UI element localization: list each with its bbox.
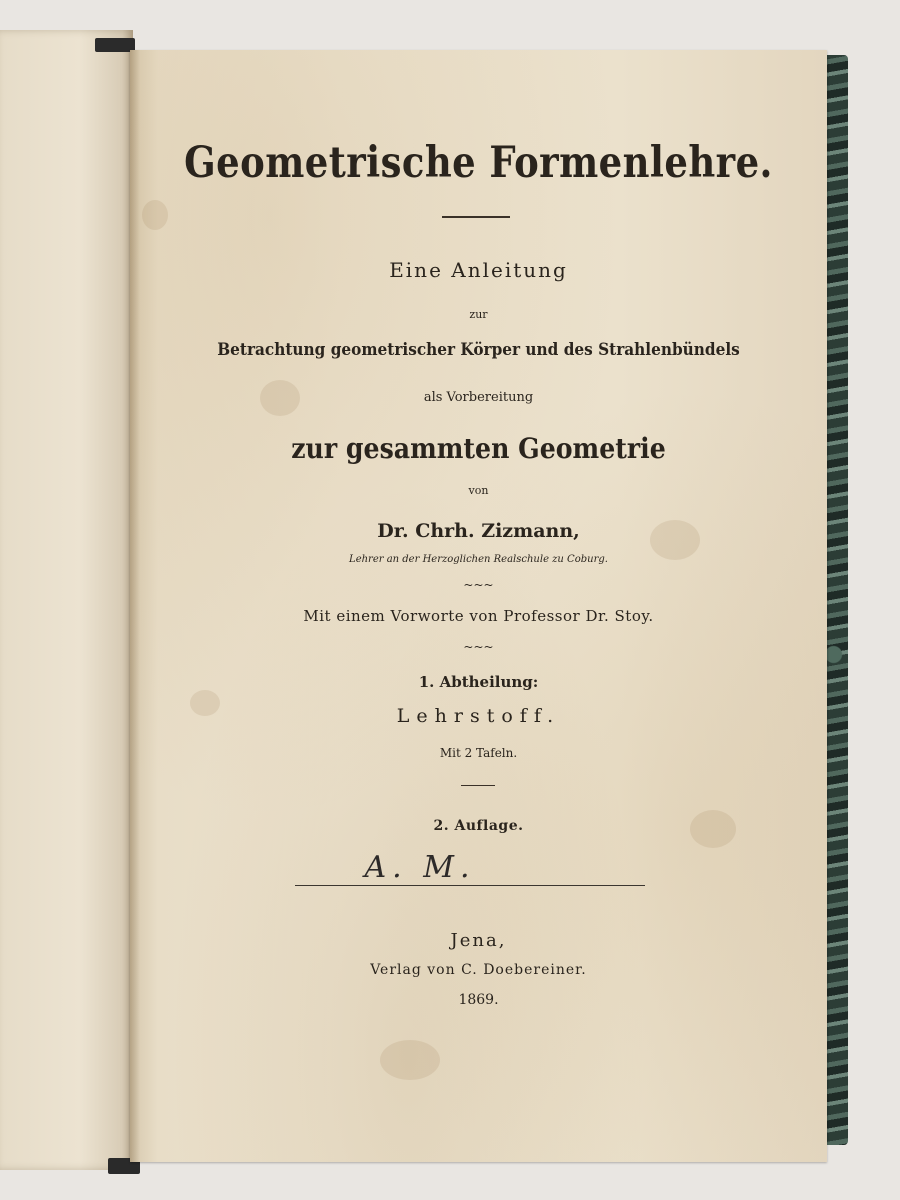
ornament-divider: ~~~ xyxy=(463,640,494,654)
title-rule xyxy=(442,216,510,218)
front-cover-inside xyxy=(0,30,133,1170)
handwritten-signature: A. M. xyxy=(364,850,476,885)
book-description: Betrachtung geometrischer Körper und des Strahlenbündels xyxy=(217,340,740,360)
edition-rule xyxy=(461,785,495,786)
part-title: Lehrstoff. xyxy=(396,705,561,727)
foxing-stain xyxy=(142,200,168,230)
book-title: Geometrische Formenlehre. xyxy=(184,138,773,188)
ornament-divider: ~~~ xyxy=(463,578,494,592)
author-name: Dr. Chrh. Zizmann, xyxy=(377,520,580,542)
publication-year: 1869. xyxy=(458,992,499,1008)
foreword-line: Mit einem Vorworte von Professor Dr. Stoy. xyxy=(303,607,654,625)
publisher-line: Verlag von C. Doebereiner. xyxy=(370,962,587,978)
subject-line: zur gesammten Geometrie xyxy=(291,432,666,465)
author-affiliation: Lehrer an der Herzoglichen Realschule zu Coburg. xyxy=(349,554,608,565)
publication-place: Jena, xyxy=(450,930,507,951)
book-subtitle: Eine Anleitung xyxy=(389,258,568,282)
edition-line: 2. Auflage. xyxy=(433,818,524,834)
plates-note: Mit 2 Tafeln. xyxy=(439,746,518,760)
connector-zur: zur xyxy=(469,308,488,321)
cover-top-edge xyxy=(95,38,135,52)
connector-von: von xyxy=(468,484,489,497)
preparation-line: als Vorbereitung xyxy=(423,390,534,405)
foxing-stain xyxy=(380,1040,440,1080)
title-page xyxy=(130,50,827,1162)
signature-line xyxy=(295,885,645,886)
part-number: 1. Abtheilung: xyxy=(418,673,539,691)
